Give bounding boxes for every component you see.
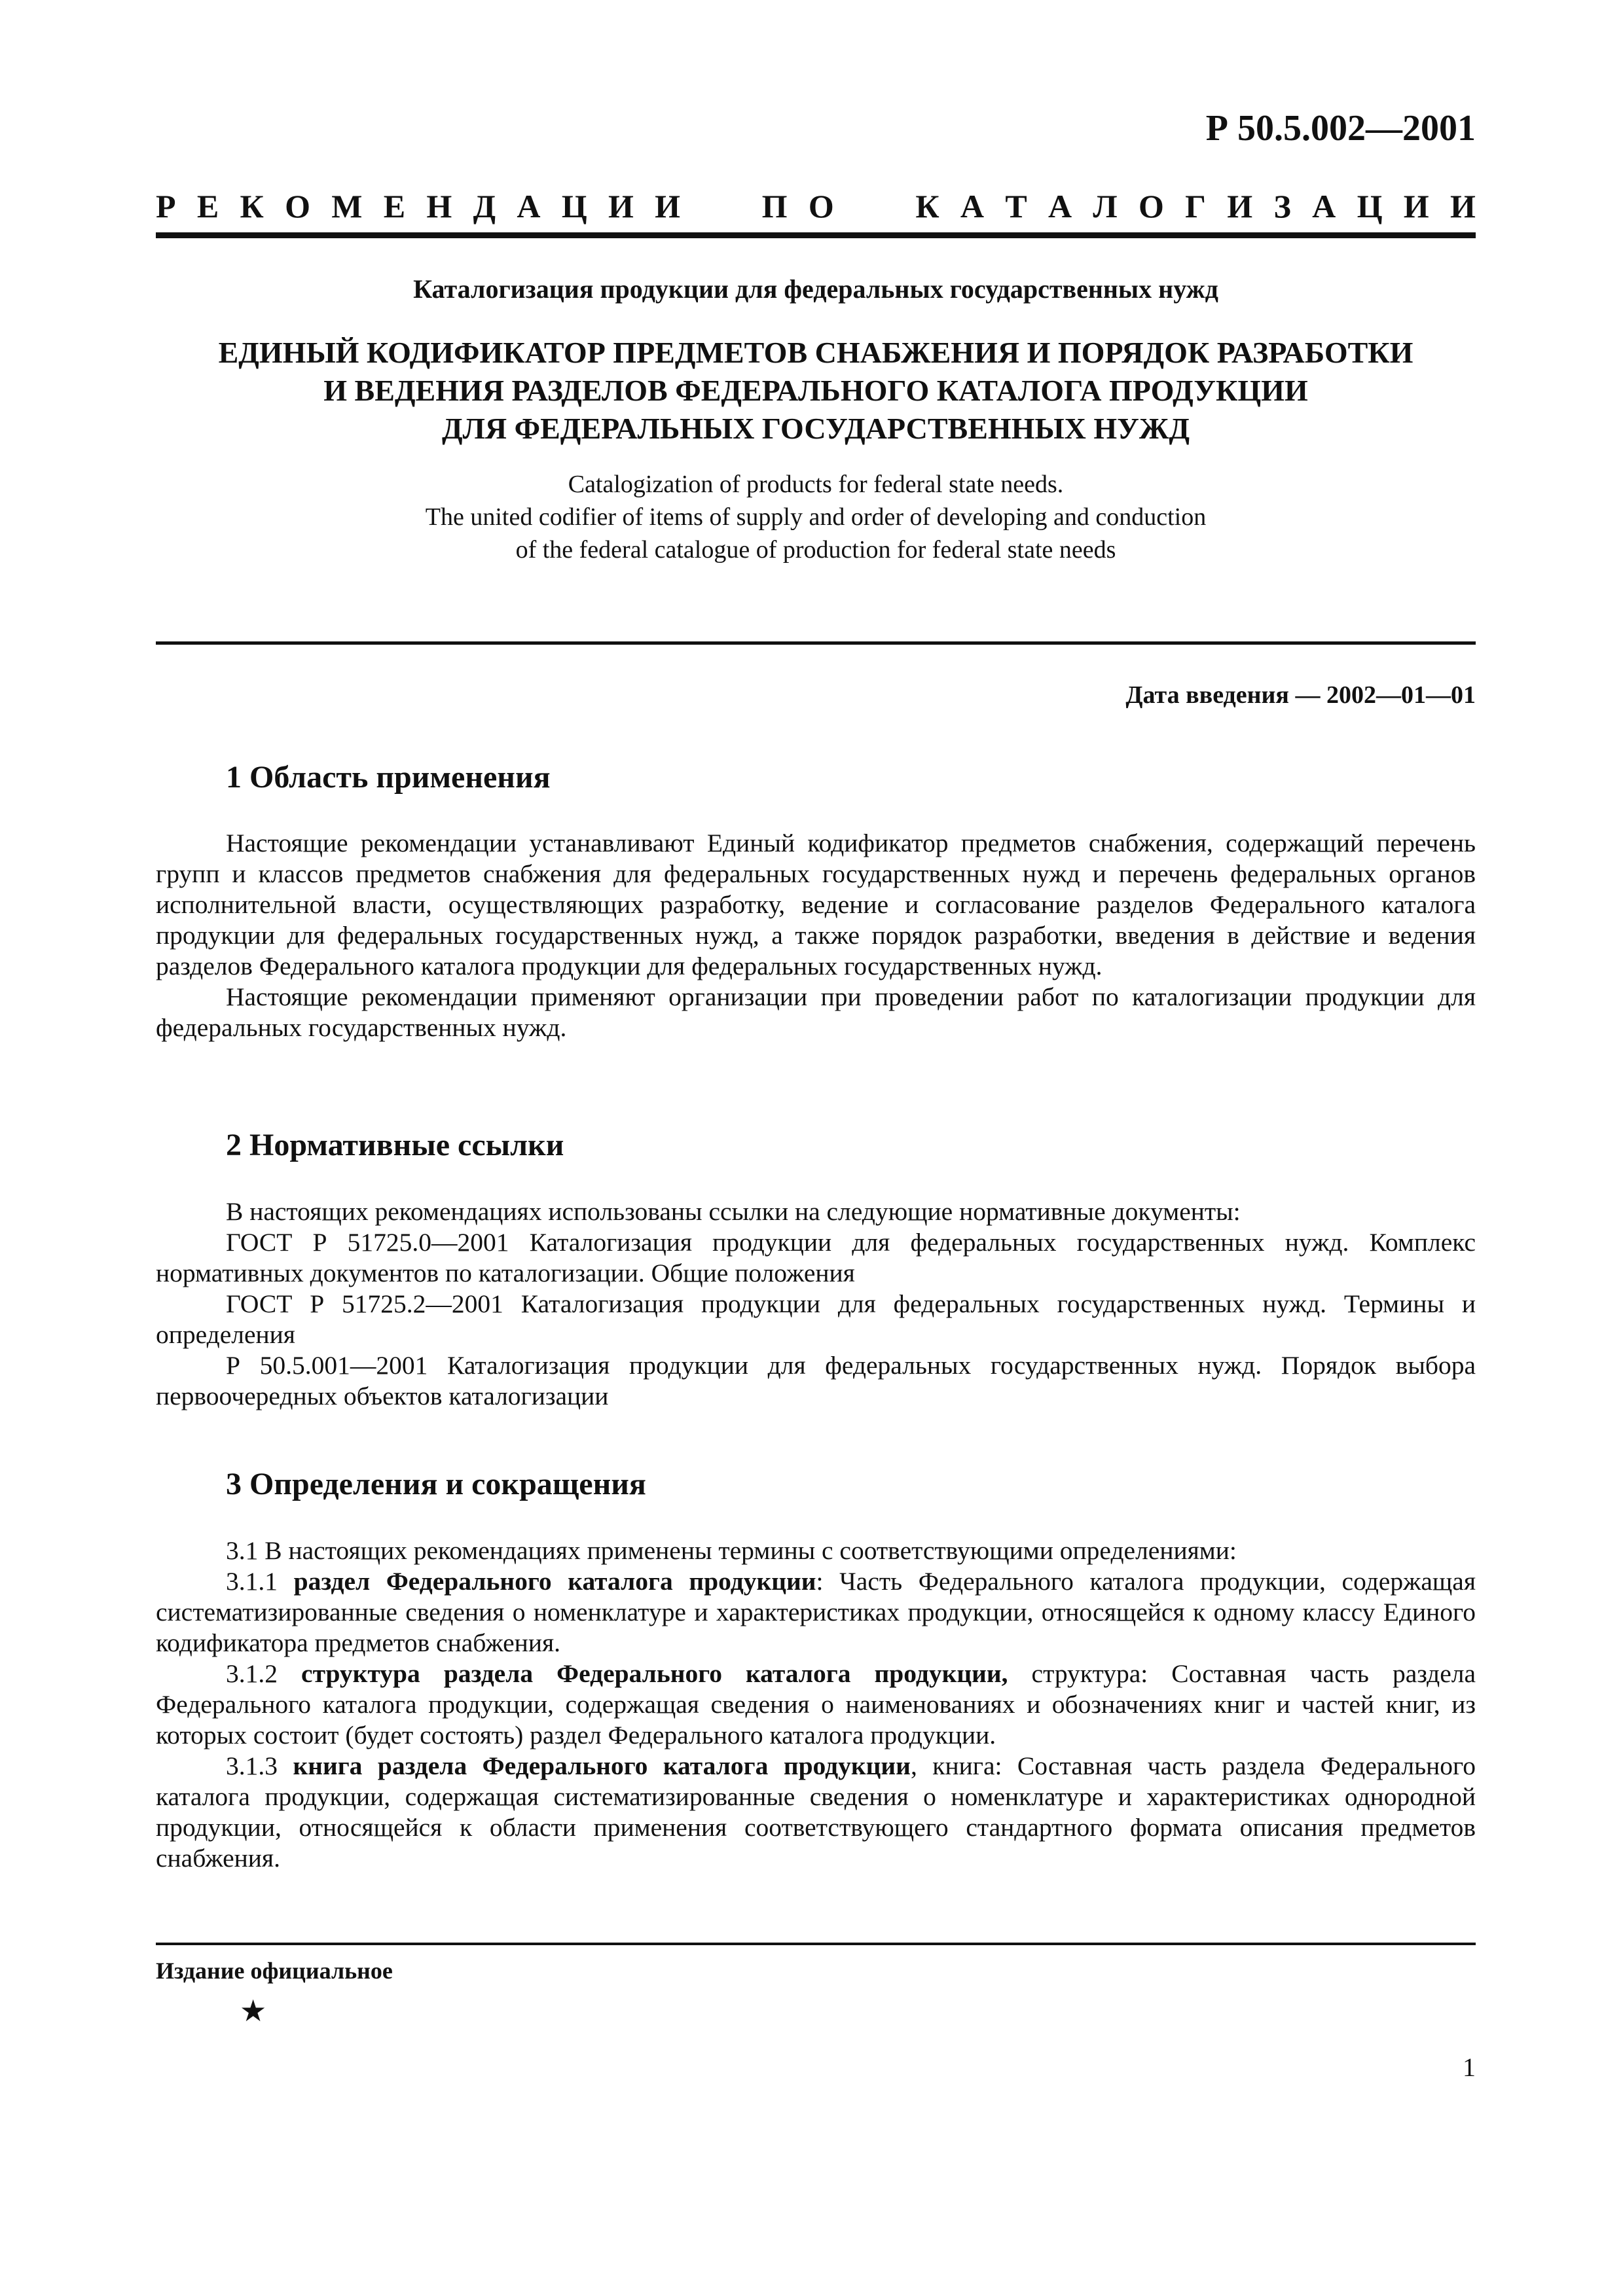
- main-title-line: ЕДИНЫЙ КОДИФИКАТОР ПРЕДМЕТОВ СНАБЖЕНИЯ И ПОРЯДОК РАЗРАБОТКИ: [218, 336, 1413, 369]
- section-3-heading: 3 Определения и сокращения: [226, 1467, 646, 1501]
- paragraph: ГОСТ Р 51725.0—2001 Каталогизация продукции для федеральных государственных нужд. Комплекс нормативных документов по каталогизации. Общие положения: [156, 1228, 1476, 1287]
- definition: [156, 1659, 1476, 1751]
- definition-number: 3.1.3: [226, 1751, 293, 1780]
- introduction-date: Дата введения — 2002—01—01: [1125, 681, 1476, 709]
- paragraph: Настоящие рекомендации устанавливают Единый кодификатор предметов снабжения, содержащий перечень групп и классов предметов снабжения для федеральных государственных нужд и перечень федеральных органов исполнительной власти, осуществляющих разработку, ведение и согласование разделов Федерального каталога продукции для федеральных государственных нужд, а также порядок разработки, введения в действие и ведения разделов Федерального каталога продукции для федеральных государственных нужд.: [156, 829, 1476, 980]
- english-title-line: of the federal catalogue of production for federal state needs: [515, 536, 1116, 564]
- english-title-line: The united codifier of items of supply and order of developing and conduction: [425, 503, 1207, 531]
- footer-rule: [156, 1943, 1476, 1945]
- paragraph: Р 50.5.001—2001 Каталогизация продукции для федеральных государственных нужд. Порядок выбора первоочередных объектов каталогизации: [156, 1351, 1476, 1410]
- definition-text: структура: Составная часть раздела Федерального каталога продукции, содержащая сведения о наименованиях и обозначениях книг и частей книг, из которых состоит (будет состоять) раздел Федерального каталога продукции.: [156, 1659, 1476, 1749]
- section-2-heading: 2 Нормативные ссылки: [226, 1128, 564, 1162]
- series-letter: З: [1273, 188, 1291, 224]
- series-letter: М: [331, 188, 363, 224]
- definition: [156, 1751, 1476, 1874]
- series-letter: Р: [156, 188, 176, 224]
- section-1-body: [156, 828, 1476, 1043]
- star-icon: ★: [240, 1993, 267, 2028]
- series-word-gap: [855, 190, 894, 223]
- series-letter: Г: [1185, 188, 1206, 224]
- definition-number: 3.1.1: [226, 1567, 294, 1596]
- series-letter: А: [1312, 188, 1336, 224]
- paragraph: 3.1 В настоящих рекомендациях применены термины с соответствующими определениями:: [226, 1536, 1237, 1565]
- series-letter: Д: [473, 188, 496, 224]
- paragraph: В настоящих рекомендациях использованы ссылки на следующие нормативные документы:: [226, 1197, 1241, 1226]
- english-title-line: Catalogization of products for federal state needs.: [568, 471, 1064, 498]
- series-letter: И: [655, 188, 681, 224]
- definition-term: раздел Федерального каталога продукции: [293, 1567, 816, 1596]
- series-letter: Е: [383, 188, 406, 224]
- section-3-body: [156, 1535, 1476, 1874]
- paragraph: ГОСТ Р 51725.2—2001 Каталогизация продукции для федеральных государственных нужд. Термины и определения: [156, 1289, 1476, 1349]
- english-title: [156, 468, 1476, 566]
- paragraph: Настоящие рекомендации применяют организации при проведении работ по каталогизации продукции для федеральных государственных нужд.: [156, 982, 1476, 1042]
- series-word-gap: [701, 190, 740, 223]
- title-rule: [156, 641, 1476, 645]
- series-letter: Н: [426, 188, 452, 224]
- series-letter: О: [808, 188, 834, 224]
- series-letter: Л: [1093, 188, 1118, 224]
- series-letter: И: [1450, 188, 1476, 224]
- series-letter: Т: [1005, 188, 1027, 224]
- series-letter: И: [1227, 188, 1253, 224]
- header-rule: [156, 232, 1476, 238]
- document-subtitle: Каталогизация продукции для федеральных государственных нужд: [413, 274, 1218, 304]
- main-title-line: ДЛЯ ФЕДЕРАЛЬНЫХ ГОСУДАРСТВЕННЫХ НУЖД: [441, 412, 1190, 445]
- series-letter: П: [761, 188, 788, 224]
- series-letter: К: [240, 188, 264, 224]
- series-title: [156, 190, 1476, 223]
- series-letter: И: [608, 188, 634, 224]
- section-1-heading: 1 Область применения: [226, 760, 551, 795]
- series-letter: Ц: [1357, 188, 1383, 224]
- series-letter: А: [517, 188, 541, 224]
- definition-text: : Часть Федерального каталога продукции, содержащая систематизированные сведения о номенклатуре и характеристиках продукции, относящейся к одному классу Единого кодификатора предметов снабжения.: [156, 1567, 1476, 1657]
- definition-term: структура раздела Федерального каталога продукции,: [301, 1659, 1008, 1688]
- series-letter: О: [285, 188, 310, 224]
- series-letter: А: [960, 188, 985, 224]
- official-edition-label: Издание официальное: [156, 1958, 393, 1984]
- main-title-line: И ВЕДЕНИЯ РАЗДЕЛОВ ФЕДЕРАЛЬНОГО КАТАЛОГА ПРОДУКЦИИ: [323, 374, 1308, 407]
- definition-text: , книга: Составная часть раздела Федерального каталога продукции, содержащая систематизированные сведения о номенклатуре и характеристиках однородной продукции, относящейся к области применения соответствующего стандартного формата описания предметов снабжения.: [156, 1751, 1476, 1873]
- definition-term: книга раздела Федерального каталога продукции: [293, 1751, 911, 1780]
- document-code: Р 50.5.002—2001: [1205, 108, 1476, 149]
- series-letter: А: [1048, 188, 1072, 224]
- series-letter: Ц: [561, 188, 587, 224]
- definition: [156, 1566, 1476, 1659]
- main-title: [156, 334, 1476, 448]
- series-letter: Е: [196, 188, 219, 224]
- section-2-body: [156, 1196, 1476, 1412]
- series-letter: И: [1403, 188, 1429, 224]
- definition-number: 3.1.2: [226, 1659, 302, 1688]
- series-letter: К: [915, 188, 939, 224]
- page-number: 1: [1463, 2053, 1476, 2082]
- series-letter: О: [1138, 188, 1164, 224]
